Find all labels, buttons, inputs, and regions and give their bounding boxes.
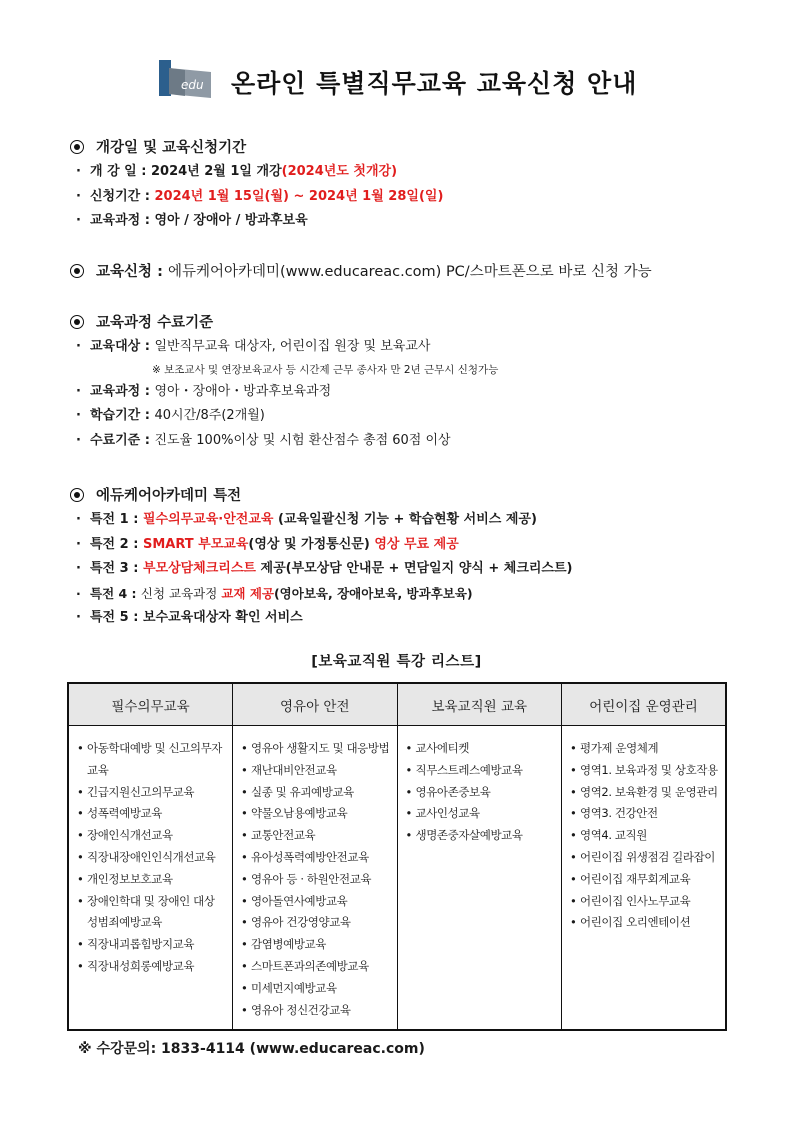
section-benefits xyxy=(70,484,750,631)
list-item: • 직장내장애인인식개선교육 xyxy=(77,847,228,869)
list-item: • 교사인성교육 xyxy=(406,803,558,825)
list-item: • 어린이집 위생점검 길라잡이 xyxy=(570,847,721,869)
lecture-list-title: [보육교직원 특강 리스트] xyxy=(311,654,482,670)
column-child-safety xyxy=(233,726,398,1031)
circle-bullet-icon xyxy=(70,315,84,329)
section-title: 개강일 및 교육신청기간 xyxy=(70,136,750,160)
benefit-5: · 특전 5 : 보수교육대상자 확인 서비스 xyxy=(76,610,303,625)
section-title: 교육신청 : 에듀케어아카데미(www.educareac.com) PC/스마트폰으로 바로 신청 가능 xyxy=(70,260,750,284)
column-header: 어린이집 운영관리 xyxy=(562,683,727,726)
target-line: · 교육대상 : 일반직무교육 대상자, 어린이집 원장 및 보육교사 xyxy=(76,339,431,354)
benefit-4: · 특전 4 : 신청 교육과정 교재 제공(영아보육, 장애아보육, 방과후보육) xyxy=(76,585,473,601)
course-line: · 교육과정 : 영아・장애아・방과후보육과정 xyxy=(76,383,332,399)
list-item: • 영유아 건강영양교육 xyxy=(241,912,393,934)
study-period-line: · 학습기간 : 40시간/8주(2개월) xyxy=(76,408,265,423)
application-info: 에듀케어아카데미(www.educareac.com) PC/스마트폰으로 바로 신청 가능 xyxy=(167,264,652,280)
list-item: • 평가제 운영체계 xyxy=(570,738,721,760)
list-item: • 감염병예방교육 xyxy=(241,934,393,956)
list-item: • 영유아존중보육 xyxy=(406,782,558,804)
circle-bullet-icon xyxy=(70,488,84,502)
table-header-row xyxy=(68,683,726,726)
list-item: • 영아돌연사예방교육 xyxy=(241,891,393,913)
svg-text:edu: edu xyxy=(181,78,204,92)
list-item: • 영역4. 교직원 xyxy=(570,825,721,847)
list-item: • 아동학대예방 및 신고의무자교육 xyxy=(77,738,228,782)
edu-logo-icon xyxy=(155,58,213,98)
list-item: • 영역1. 보육과정 및 상호작용 xyxy=(570,760,721,782)
list-item: • 장애인식개선교육 xyxy=(77,825,228,847)
list-item: • 재난대비안전교육 xyxy=(241,760,393,782)
list-item: • 영유아 정신건강교육 xyxy=(241,1000,393,1022)
section-application xyxy=(70,260,750,284)
page-header xyxy=(155,58,675,102)
list-item: • 영역3. 건강안전 xyxy=(570,803,721,825)
benefit-1: · 특전 1 : 필수의무교육·안전교육 (교육일괄신청 기능 + 학습현황 서비스 제공) xyxy=(76,512,537,527)
lecture-list-table xyxy=(67,682,727,1031)
column-header: 영유아 안전 xyxy=(233,683,398,726)
eligibility-note: ※ 보조교사 및 연장보육교사 등 시간제 근무 종사자 만 2년 근무시 신청가능 xyxy=(152,363,499,376)
column-header: 필수의무교육 xyxy=(68,683,233,726)
benefit-3: · 특전 3 : 부모상담체크리스트 제공(부모상담 안내문 + 면담일지 양식 + 체크리스트) xyxy=(76,561,573,576)
list-item: • 장애인학대 및 장애인 대상 성범죄예방교육 xyxy=(77,891,228,935)
start-date-line: · 개 강 일 : 2024년 2월 1일 개강(2024년도 첫개강) xyxy=(76,164,398,179)
list-item: • 직장내성희롱예방교육 xyxy=(77,956,228,978)
list-item: • 교사에티켓 xyxy=(406,738,558,760)
list-item: • 성폭력예방교육 xyxy=(77,803,228,825)
list-item: • 직장내괴롭힘방지교육 xyxy=(77,934,228,956)
application-period-line: · 신청기간 : 2024년 1월 15일(월) ~ 2024년 1월 28일(일) xyxy=(76,188,444,204)
list-item: • 유아성폭력예방안전교육 xyxy=(241,847,393,869)
section-schedule xyxy=(70,136,750,234)
circle-bullet-icon xyxy=(70,140,84,154)
course-line: · 교육과정 : 영아 / 장애아 / 방과후보육 xyxy=(76,213,308,228)
table-row xyxy=(68,726,726,1031)
section-completion xyxy=(70,311,750,453)
page-title: 온라인 특별직무교육 교육신청 안내 xyxy=(231,69,638,98)
completion-criteria-line: · 수료기준 : 진도율 100%이상 및 시험 환산점수 총점 60점 이상 xyxy=(76,432,451,448)
column-daycare-management xyxy=(562,726,727,1031)
contact-info: ※ 수강문의: 1833-4114 (www.educareac.com) xyxy=(78,1041,425,1057)
list-item: • 영유아 등 · 하원안전교육 xyxy=(241,869,393,891)
column-staff-education xyxy=(397,726,562,1031)
list-item: • 실종 및 유괴예방교육 xyxy=(241,782,393,804)
benefit-2: · 특전 2 : SMART 부모교육(영상 및 가정통신문) 영상 무료 제공 xyxy=(76,536,459,552)
list-item: • 영역2. 보육환경 및 운영관리 xyxy=(570,782,721,804)
list-item: • 교통안전교육 xyxy=(241,825,393,847)
section-title: 에듀케어아카데미 특전 xyxy=(70,484,750,508)
circle-bullet-icon xyxy=(70,264,84,278)
column-header: 보육교직원 교육 xyxy=(397,683,562,726)
column-mandatory xyxy=(68,726,233,1031)
list-item: • 어린이집 오리엔테이션 xyxy=(570,912,721,934)
list-item: • 약물오남용예방교육 xyxy=(241,803,393,825)
section-title: 교육과정 수료기준 xyxy=(70,311,750,335)
list-item: • 긴급지원신고의무교육 xyxy=(77,782,228,804)
list-item: • 미세먼지예방교육 xyxy=(241,978,393,1000)
list-item: • 직무스트레스예방교육 xyxy=(406,760,558,782)
list-item: • 개인정보보호교육 xyxy=(77,869,228,891)
list-item: • 어린이집 인사노무교육 xyxy=(570,891,721,913)
list-item: • 어린이집 재무회계교육 xyxy=(570,869,721,891)
list-item: • 영유아 생활지도 및 대응방법 xyxy=(241,738,393,760)
list-item: • 스마트폰과의존예방교육 xyxy=(241,956,393,978)
list-item: • 생명존중자살예방교육 xyxy=(406,825,558,847)
